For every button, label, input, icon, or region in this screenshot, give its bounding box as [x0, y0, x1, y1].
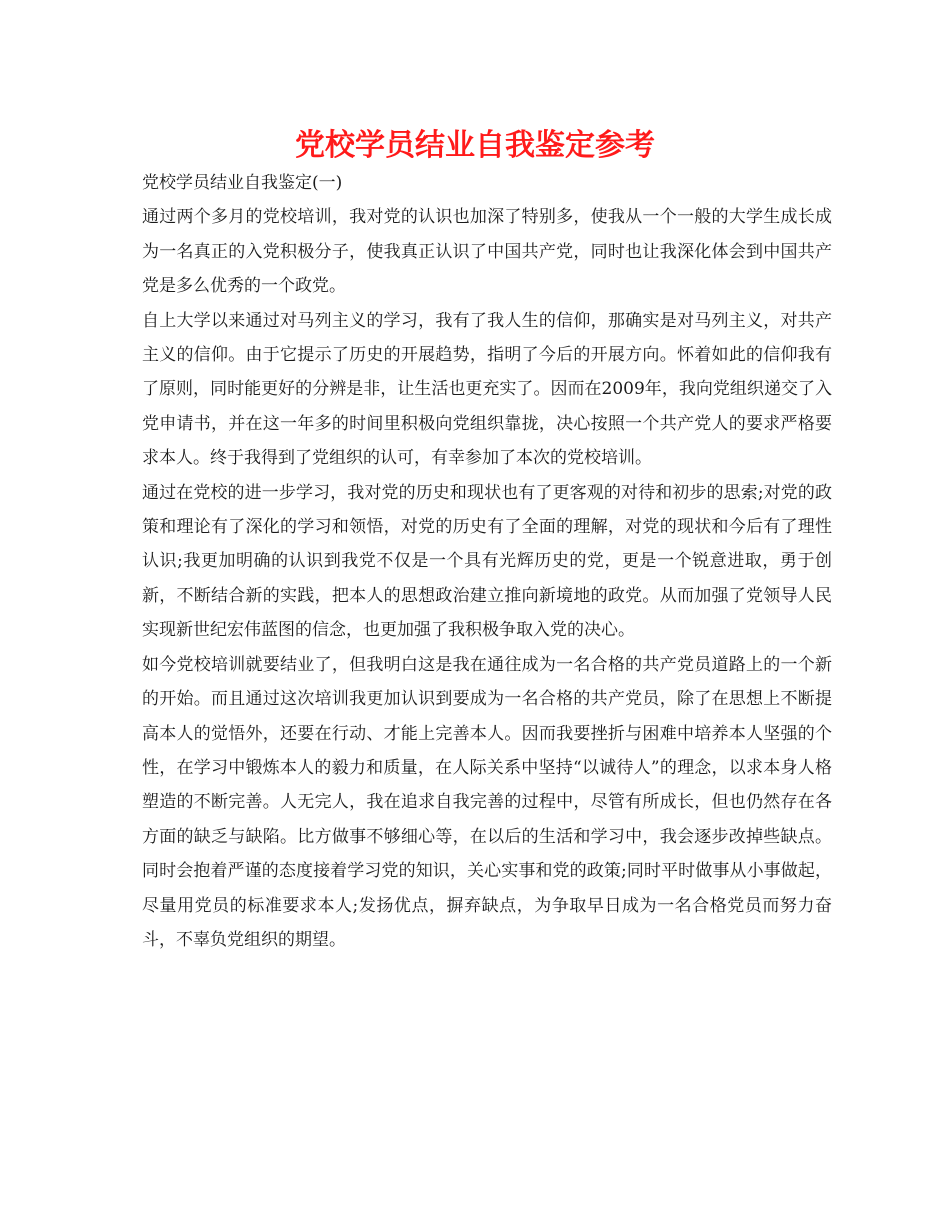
document-body [142, 166, 832, 957]
paragraph-4: 如今党校培训就要结业了，但我明白这是我在通往成为一名合格的共产党员道路上的一个新的开始。而且通过这次培训我更加认识到要成为一名合格的共产党员，除了在思想上不断提高本人的觉悟外，还要在行动、才能上完善本人。因而我要挫折与困难中培养本人坚强的个性，在学习中锻炼本人的毅力和质量，在人际关系中坚持“以诚待人”的理念，以求本身人格塑造的不断完善。人无完人，我在追求自我完善的过程中，尽管有所成长，但也仍然存在各方面的缺乏与缺陷。比方做事不够细心等，在以后的生活和学习中，我会逐步改掉些缺点。同时会抱着严谨的态度接着学习党的知识，关心实事和党的政策;同时平时做事从小事做起，尽量用党员的标准要求本人;发扬优点，摒弃缺点，为争取早日成为一名合格党员而努力奋斗，不辜负党组织的期望。 [142, 654, 832, 950]
paragraph-3: 通过在党校的进一步学习，我对党的历史和现状也有了更客观的对待和初步的思索;对党的政策和理论有了深化的学习和领悟，对党的历史有了全面的理解，对党的现状和今后有了理性认识;我更加明确的认识到我党不仅是一个具有光辉历史的党，更是一个锐意进取，勇于创新，不断结合新的实践，把本人的思想政治建立推向新境地的政党。从而加强了党领导人民实现新世纪宏伟蓝图的信念，也更加强了我积极争取入党的决心。 [142, 482, 832, 641]
document-subtitle: 党校学员结业自我鉴定(一) [142, 173, 343, 193]
paragraph-2: 自上大学以来通过对马列主义的学习，我有了我人生的信仰，那确实是对马列主义，对共产主义的信仰。由于它提示了历史的开展趋势，指明了今后的开展方向。怀着如此的信仰我有了原则，同时能更好的分辨是非，让生活也更充实了。因而在2009年，我向党组织递交了入党申请书，并在这一年多的时间里积极向党组织靠拢，决心按照一个共产党人的要求严格要求本人。终于我得到了党组织的认可，有幸参加了本次的党校培训。 [142, 310, 832, 469]
paragraph-1: 通过两个多月的党校培训，我对党的认识也加深了特别多，使我从一个一般的大学生成长成为一名真正的入党积极分子，使我真正认识了中国共产党，同时也让我深化体会到中国共产党是多么优秀的一个政党。 [142, 207, 832, 297]
document-title: 党校学员结业自我鉴定参考 [295, 128, 655, 163]
